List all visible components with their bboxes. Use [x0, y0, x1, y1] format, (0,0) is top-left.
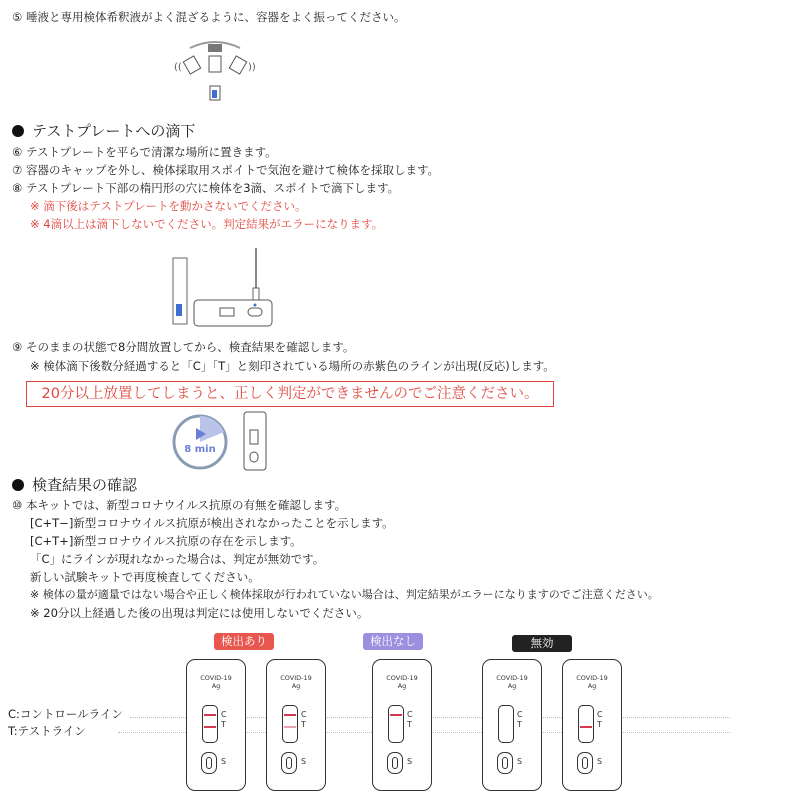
badge-invalid: 無効: [512, 635, 572, 652]
s-mark: S: [597, 757, 603, 766]
bullet-icon: [12, 479, 24, 491]
step-9-note: ※ 検体滴下後数分経過すると「C」「T」と刻印されている場所の赤紫色のラインが出現(反応)します。: [30, 359, 555, 373]
test-line: [204, 726, 216, 728]
cassette-invalid-t-only: [562, 659, 622, 791]
timer-icon: [170, 412, 230, 472]
result-window: [202, 705, 218, 743]
timer-label: 8 min: [184, 444, 216, 455]
result-window: [282, 705, 298, 743]
step-8-text: ⑧ テストプレート下部の楕円形の穴に検体を3滴、スポイトで滴下します。: [12, 181, 400, 195]
note-sample-error: ※ 検体の量が適量ではない場合や正しく検体採取が行われていない場合は、判定結果がエラーになりますのでご注意ください。: [30, 588, 659, 601]
sample-well: [577, 752, 593, 774]
step-7-text: ⑦ 容器のキャップを外し、検体採取用スポイトで気泡を避けて検体を採取します。: [12, 163, 440, 177]
result-invalid-text: 「C」にラインが現れなかった場合は、判定が無効です。: [30, 552, 325, 566]
retest-text: 新しい試験キットで再度検査してください。: [30, 570, 260, 584]
cassette-label: COVID-19 Ag: [280, 674, 312, 690]
note-max-drops: ※ 4滴以上は滴下しないでください。判定結果がエラーになります。: [30, 217, 384, 231]
s-mark: S: [301, 757, 307, 766]
step-6-text: ⑥ テストプレートを平らで清潔な場所に置きます。: [12, 145, 277, 159]
sample-well: [201, 752, 217, 774]
svg-text:((: ((: [174, 62, 182, 73]
ct-marks: C T: [517, 710, 523, 729]
cassette-label: COVID-19 Ag: [386, 674, 418, 690]
note-no-move: ※ 滴下後はテストプレートを動かさないでください。: [30, 199, 307, 213]
sample-well: [281, 752, 297, 774]
section-heading-text: 検査結果の確認: [32, 476, 138, 494]
note-20min: ※ 20分以上経過した後の出現は判定には使用しないでください。: [30, 606, 369, 620]
sample-well: [497, 752, 513, 774]
step-5-text: ⑤ 唾液と専用検体希釈液がよく混ざるように、容器をよく振ってください。: [12, 10, 406, 24]
s-mark: S: [407, 757, 413, 766]
ct-marks: C T: [407, 710, 413, 729]
s-mark: S: [517, 757, 523, 766]
legend-control: C:コントロールライン: [8, 707, 123, 721]
result-negative-text: [C+T−]新型コロナウイルス抗原が検出されなかったことを示します。: [30, 516, 394, 530]
section-heading-result: [12, 474, 137, 495]
result-window: [388, 705, 404, 743]
s-mark: S: [221, 757, 227, 766]
section-heading-text: テストプレートへの滴下: [32, 122, 196, 140]
control-line: [204, 714, 216, 716]
sample-well: [387, 752, 403, 774]
bullet-icon: [12, 125, 24, 137]
result-window: [578, 705, 594, 743]
test-plate-icon: [242, 410, 268, 472]
result-positive-text: [C+T+]新型コロナウイルス抗原の存在を示します。: [30, 534, 302, 548]
section-heading-drop: [12, 120, 195, 141]
svg-text:)): )): [248, 62, 256, 73]
badge-detected: 検出あり: [214, 633, 274, 650]
control-line: [390, 714, 402, 716]
cassette-label: COVID-19 Ag: [576, 674, 608, 690]
badge-not-detected: 検出なし: [363, 633, 423, 650]
shake-illustration: [170, 28, 260, 108]
ct-marks: C T: [221, 710, 227, 729]
ct-marks: C T: [597, 710, 603, 729]
result-window: [498, 705, 514, 743]
ct-marks: C T: [301, 710, 307, 729]
control-line: [284, 714, 296, 716]
step-9-text: ⑨ そのままの状態で8分間放置してから、検査結果を確認します。: [12, 340, 355, 354]
legend-test: T:テストライン: [8, 724, 86, 738]
dropper-illustration: [168, 248, 278, 330]
cassette-invalid-none: [482, 659, 542, 791]
test-line: [284, 726, 296, 728]
cassette-positive: [186, 659, 246, 791]
cassette-positive-weak: [266, 659, 326, 791]
step-10-text: ⑩ 本キットでは、新型コロナウイルス抗原の有無を確認します。: [12, 498, 347, 512]
test-line: [580, 726, 592, 728]
warning-box: 20分以上放置してしまうと、正しく判定ができませんのでご注意ください。: [26, 381, 554, 407]
cassette-label: COVID-19 Ag: [200, 674, 232, 690]
cassette-negative: [372, 659, 432, 791]
cassette-label: COVID-19 Ag: [496, 674, 528, 690]
